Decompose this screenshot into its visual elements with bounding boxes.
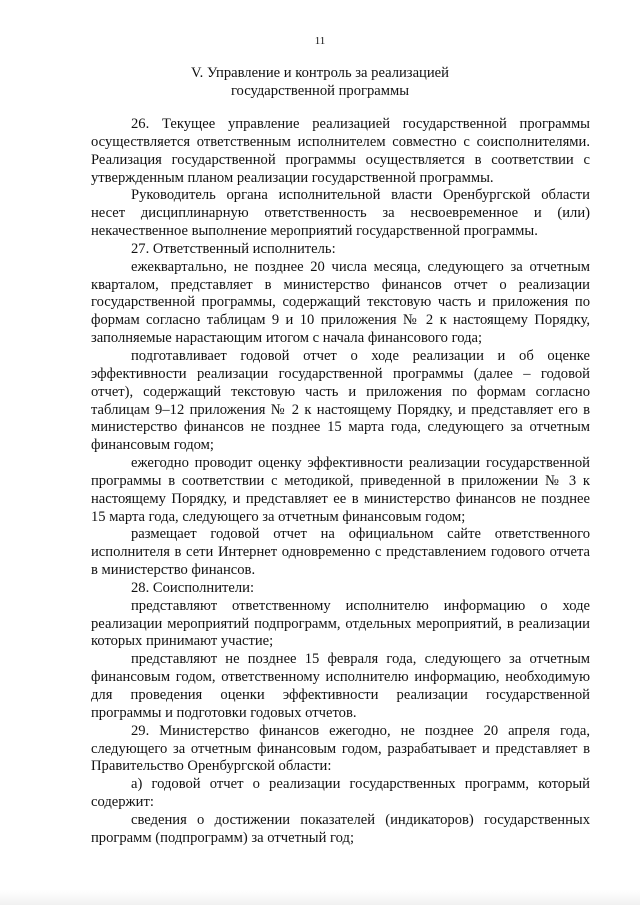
paragraph-28-info: представляют ответственному исполнителю информацию о ходе реализации мероприятий подпрограмм, отдельных мероприятий, в реализации которых принимают участие; (91, 597, 590, 650)
document-body (91, 116, 590, 848)
paragraph-28-title: 28. Соисполнители: (131, 579, 255, 596)
section-heading-line-1: V. Управление и контроль за реализацией (191, 65, 449, 81)
section-heading-line-2: государственной программы (230, 83, 410, 99)
paragraph-28-deadline: представляют не позднее 15 февраля года, следующего за отчетным финансовым годом, ответственному исполнителю информацию, необходимую для проведения оценки эффективности реализации государственной программы и подготовки годовых отчетов. (91, 651, 590, 721)
paragraph-29-a: а) годовой отчет о реализации государственных программ, который содержит: (91, 776, 590, 811)
section-heading (60, 64, 580, 100)
paragraph-27-title: 27. Ответственный исполнитель: (131, 240, 336, 257)
paragraph-27-publish: размещает годовой отчет на официальном сайте ответственного исполнителя в сети Интернет одновременно с представлением годового отчета в министерство финансов. (91, 526, 590, 579)
paragraph-29-indicators: сведения о достижении показателей (индикаторов) государственных программ (подпрограмм) за отчетный год; (91, 811, 590, 846)
paragraph-26: 26. Текущее управление реализацией государственной программы осуществляется ответственным исполнителем совместно с соисполнителями. Реализация государственной программы осуществляется в соответствии с утвержденным планом реализации государственной программы. (91, 116, 590, 186)
page-bottom-edge (0, 890, 640, 905)
paragraph-head-responsibility: Руководитель органа исполнительной власти Оренбургской области несет дисциплинарную ответственность за несвоевременное и (или) некачественное выполнение мероприятий государственной программы. (91, 187, 590, 240)
paragraph-29: 29. Министерство финансов ежегодно, не позднее 20 апреля года, следующего за отчетным финансовым годом, разрабатывает и представляет в Правительство Оренбургской области: (91, 722, 590, 775)
paragraph-27-annual-report: подготавливает годовой отчет о ходе реализации и об оценке эффективности реализации государственной программы (далее – годовой отчет), содержащий текстовую часть и приложения по формам согласно таблицам 9–12 приложения № 2 к настоящему Порядку, и представляет его в министерство финансов не позднее 15 марта года, следующего за отчетным финансовым годом; (91, 347, 590, 454)
paragraph-27-evaluation: ежегодно проводит оценку эффективности реализации государственной программы в соответствии с методикой, приведенной в приложении № 3 к настоящему Порядку, и представляет ее в министерство финансов не позднее 15 марта года, следующего за отчетным финансовым годом; (91, 455, 590, 525)
paragraph-27-quarterly: ежеквартально, не позднее 20 числа месяца, следующего за отчетным кварталом, представляет в министерство финансов отчет о реализации государственной программы, содержащий текстовую часть и приложения по формам согласно таблицам 9 и 10 приложения № 2 к настоящему Порядку, заполняемые нарастающим итогом с начала финансового года; (91, 258, 590, 347)
page-number: 11 (314, 35, 326, 47)
